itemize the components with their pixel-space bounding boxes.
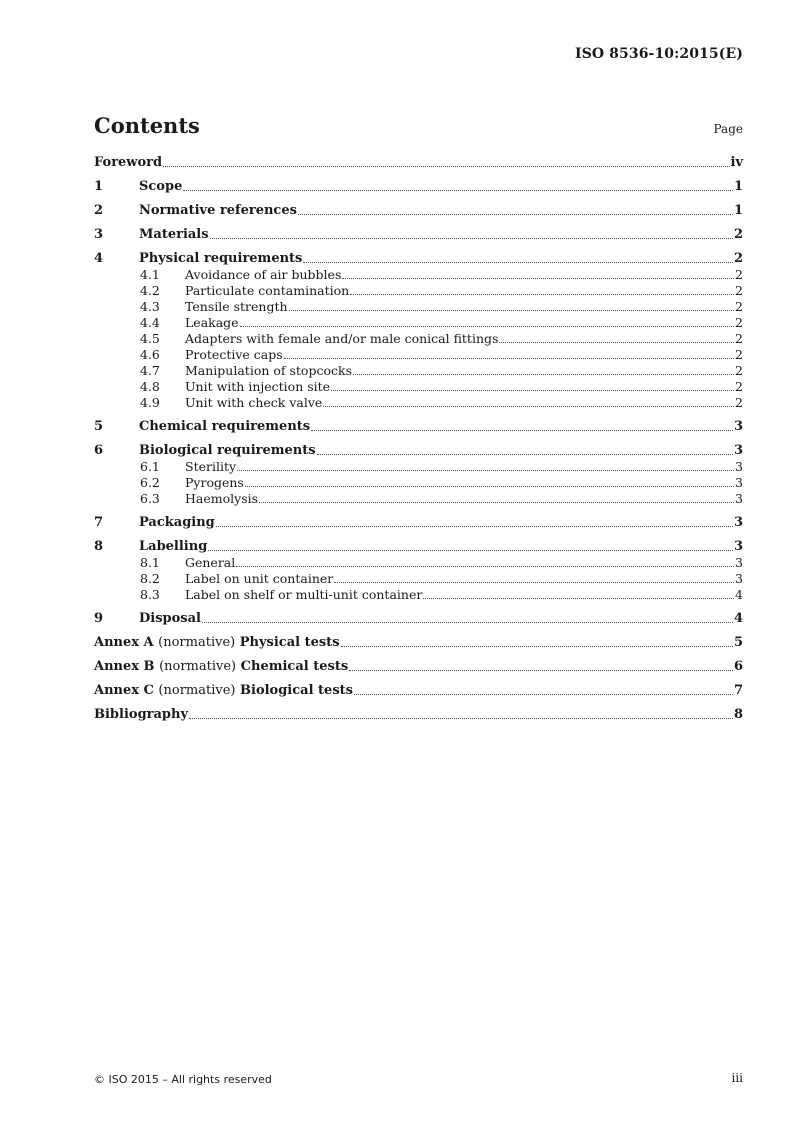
toc-entry-page: 2	[735, 331, 743, 346]
toc-entry-title: Scope	[139, 179, 183, 194]
dot-leader	[259, 502, 734, 503]
toc-entry-line	[185, 331, 743, 347]
toc-entry-number: 6.1	[140, 459, 160, 474]
toc-entry-page: 5	[733, 635, 743, 650]
page-number: iii	[731, 1071, 743, 1085]
toc-entry-number: 4.1	[140, 267, 160, 282]
toc-entry[interactable]	[94, 611, 743, 627]
toc-entry-line	[139, 227, 743, 243]
toc-entry-page: 2	[735, 299, 743, 314]
toc-entry-page: 3	[735, 571, 743, 586]
dot-leader	[210, 238, 733, 239]
toc-entry-title: Disposal	[139, 611, 201, 626]
dot-leader	[298, 214, 733, 215]
toc-entry-title: Chemical requirements	[139, 419, 311, 434]
toc-entry-title	[94, 635, 340, 651]
annex-letter: Annex B	[94, 659, 155, 674]
dot-leader	[499, 342, 734, 343]
annex-letter: Annex C	[94, 683, 154, 698]
toc-entry-title: Avoidance of air bubbles	[185, 267, 342, 282]
toc-entry-number: 4.2	[140, 283, 160, 298]
dot-leader	[245, 486, 734, 487]
dot-leader	[303, 262, 733, 263]
toc-entry-line	[139, 515, 743, 531]
toc-entry-page: 6	[733, 659, 743, 674]
toc-entry-line	[139, 251, 743, 267]
toc-subentry[interactable]	[94, 571, 743, 587]
dot-leader	[323, 406, 734, 407]
toc-entry-number: 6.2	[140, 475, 160, 490]
toc-entry-page: 4	[735, 587, 743, 602]
toc-entry-title: Haemolysis	[185, 491, 259, 506]
toc-entry-title: Physical requirements	[139, 251, 303, 266]
annex-type: (normative)	[158, 635, 236, 650]
toc-subentry[interactable]	[94, 283, 743, 299]
toc-subentry[interactable]	[94, 347, 743, 363]
toc-subentry[interactable]	[94, 299, 743, 315]
toc-entry-line	[139, 203, 743, 219]
toc-entry-title: Labelling	[139, 539, 208, 554]
toc-entry-title: Bibliography	[94, 707, 189, 722]
toc-entry-title: Manipulation of stopcocks	[185, 363, 352, 378]
toc-entry-line	[185, 459, 743, 475]
toc-entry-line	[185, 555, 743, 571]
toc-entry-title	[94, 683, 353, 699]
toc-entry-number: 6.3	[140, 491, 160, 506]
table-of-contents	[94, 155, 743, 723]
toc-entry-line	[185, 315, 743, 331]
toc-entry-line	[185, 347, 743, 363]
toc-subentry[interactable]	[94, 475, 743, 491]
dot-leader	[350, 294, 734, 295]
toc-entry-number: 7	[94, 515, 104, 530]
toc-entry-number: 4.6	[140, 347, 160, 362]
toc-entry-line	[185, 267, 743, 283]
toc-entry-page: 1	[733, 203, 743, 218]
toc-entry-title: Protective caps	[185, 347, 283, 362]
toc-entry-number: 9	[94, 611, 104, 626]
toc-subentry[interactable]	[94, 491, 743, 507]
dot-leader	[317, 454, 733, 455]
toc-entry-number: 3	[94, 227, 104, 242]
dot-leader	[163, 166, 729, 167]
toc-entry-number: 4	[94, 251, 104, 266]
dot-leader	[284, 358, 734, 359]
toc-entry-line	[185, 299, 743, 315]
toc-entry-title: Unit with injection site	[185, 379, 331, 394]
toc-entry-line	[139, 419, 743, 435]
toc-entry-line	[185, 475, 743, 491]
toc-entry-page: 2	[735, 395, 743, 410]
toc-entry-title	[94, 659, 348, 675]
document-id: ISO 8536-10:2015(E)	[575, 46, 743, 62]
toc-entry-line	[139, 539, 743, 555]
dot-leader	[342, 278, 734, 279]
toc-entry-number: 8	[94, 539, 104, 554]
toc-entry-title: Label on unit container	[185, 571, 334, 586]
toc-entry-line	[94, 707, 743, 723]
toc-entry-page: 3	[733, 515, 743, 530]
annex-letter: Annex A	[94, 635, 154, 650]
toc-entry-title: Label on shelf or multi-unit container	[185, 587, 423, 602]
dot-leader	[208, 550, 733, 551]
dot-leader	[311, 430, 733, 431]
toc-entry-line	[139, 443, 743, 459]
annex-title: Chemical tests	[240, 659, 349, 674]
toc-entry-title: Materials	[139, 227, 209, 242]
toc-entry-page: 2	[735, 267, 743, 282]
toc-entry[interactable]	[94, 419, 743, 435]
toc-entry[interactable]	[94, 227, 743, 243]
toc-entry-number: 8.3	[140, 587, 160, 602]
toc-entry[interactable]	[94, 179, 743, 195]
toc-entry-line	[94, 155, 743, 171]
toc-entry-line	[185, 571, 743, 587]
toc-entry-title: Normative references	[139, 203, 297, 218]
toc-entry-line	[185, 363, 743, 379]
toc-entry-line	[185, 283, 743, 299]
toc-entry-title: Pyrogens	[185, 475, 244, 490]
toc-entry[interactable]	[94, 539, 743, 555]
toc-entry-page: 2	[735, 379, 743, 394]
toc-entry-number: 8.1	[140, 555, 160, 570]
toc-entry-page: 4	[733, 611, 743, 626]
toc-entry[interactable]	[94, 443, 743, 459]
toc-entry-page: 2	[735, 363, 743, 378]
annex-title: Physical tests	[239, 635, 340, 650]
toc-subentry[interactable]	[94, 555, 743, 571]
page-title: Contents	[94, 113, 200, 138]
toc-entry-number: 6	[94, 443, 104, 458]
toc-entry-line	[185, 491, 743, 507]
dot-leader	[202, 622, 733, 623]
annex-type: (normative)	[158, 683, 236, 698]
toc-subentry[interactable]	[94, 395, 743, 411]
toc-entry-number: 4.7	[140, 363, 160, 378]
dot-leader	[236, 566, 734, 567]
toc-entry-number: 5	[94, 419, 104, 434]
page-column-label: Page	[713, 122, 743, 136]
toc-entry-page: 8	[733, 707, 743, 722]
dot-leader	[334, 582, 734, 583]
toc-entry[interactable]	[94, 659, 743, 675]
toc-entry-number: 4.5	[140, 331, 160, 346]
toc-entry-title: Sterility	[185, 459, 237, 474]
toc-entry-line	[94, 683, 743, 699]
toc-entry-page: 3	[735, 491, 743, 506]
toc-entry-page: 1	[733, 179, 743, 194]
toc-entry-page: 3	[735, 459, 743, 474]
toc-entry[interactable]	[94, 515, 743, 531]
toc-entry-title: General	[185, 555, 236, 570]
toc-entry-line	[185, 395, 743, 411]
toc-entry-page: 2	[735, 347, 743, 362]
toc-entry-page: 3	[733, 539, 743, 554]
toc-entry[interactable]	[94, 203, 743, 219]
dot-leader	[189, 718, 733, 719]
toc-entry[interactable]	[94, 155, 743, 171]
toc-entry-line	[139, 179, 743, 195]
toc-entry[interactable]	[94, 251, 743, 267]
toc-entry-number: 2	[94, 203, 104, 218]
toc-entry-title: Particulate contamination	[185, 283, 350, 298]
toc-subentry[interactable]	[94, 331, 743, 347]
toc-entry-title: Foreword	[94, 155, 163, 170]
toc-entry-line	[94, 659, 743, 675]
dot-leader	[216, 526, 733, 527]
toc-entry-page: 3	[733, 419, 743, 434]
toc-entry-page: 3	[733, 443, 743, 458]
toc-entry-title: Leakage	[185, 315, 239, 330]
toc-entry-page: 2	[735, 315, 743, 330]
dot-leader	[349, 670, 733, 671]
toc-entry-number: 4.4	[140, 315, 160, 330]
contents-header	[94, 112, 743, 138]
toc-entry-number: 8.2	[140, 571, 160, 586]
toc-entry-title: Adapters with female and/or male conical fittings	[185, 331, 499, 346]
toc-entry-page: 7	[733, 683, 743, 698]
toc-entry-page: 2	[735, 283, 743, 298]
toc-entry-title: Biological requirements	[139, 443, 316, 458]
toc-subentry[interactable]	[94, 315, 743, 331]
toc-subentry[interactable]	[94, 587, 743, 603]
toc-entry[interactable]	[94, 707, 743, 723]
dot-leader	[423, 598, 734, 599]
toc-entry-number: 4.9	[140, 395, 160, 410]
toc-entry-page: 2	[733, 227, 743, 242]
toc-entry-line	[185, 379, 743, 395]
copyright-notice: © ISO 2015 – All rights reserved	[94, 1073, 272, 1086]
toc-entry-line	[185, 587, 743, 603]
toc-subentry[interactable]	[94, 267, 743, 283]
toc-entry-title: Tensile strength	[185, 299, 288, 314]
toc-entry-page: 2	[733, 251, 743, 266]
dot-leader	[240, 326, 734, 327]
toc-entry-line	[94, 635, 743, 651]
toc-entry[interactable]	[94, 635, 743, 651]
annex-title: Biological tests	[240, 683, 353, 698]
annex-type: (normative)	[159, 659, 237, 674]
dot-leader	[289, 310, 735, 311]
toc-entry-page: 3	[735, 475, 743, 490]
dot-leader	[354, 694, 733, 695]
toc-entry-number: 4.8	[140, 379, 160, 394]
toc-entry-number: 4.3	[140, 299, 160, 314]
dot-leader	[183, 190, 733, 191]
toc-subentry[interactable]	[94, 459, 743, 475]
toc-entry-page: 3	[735, 555, 743, 570]
dot-leader	[341, 646, 733, 647]
toc-entry[interactable]	[94, 683, 743, 699]
toc-entry-page: iv	[730, 155, 743, 170]
toc-entry-title: Unit with check valve	[185, 395, 323, 410]
dot-leader	[237, 470, 734, 471]
toc-subentry[interactable]	[94, 379, 743, 395]
toc-entry-title: Packaging	[139, 515, 215, 530]
dot-leader	[353, 374, 734, 375]
toc-subentry[interactable]	[94, 363, 743, 379]
dot-leader	[331, 390, 734, 391]
toc-entry-number: 1	[94, 179, 104, 194]
toc-entry-line	[139, 611, 743, 627]
